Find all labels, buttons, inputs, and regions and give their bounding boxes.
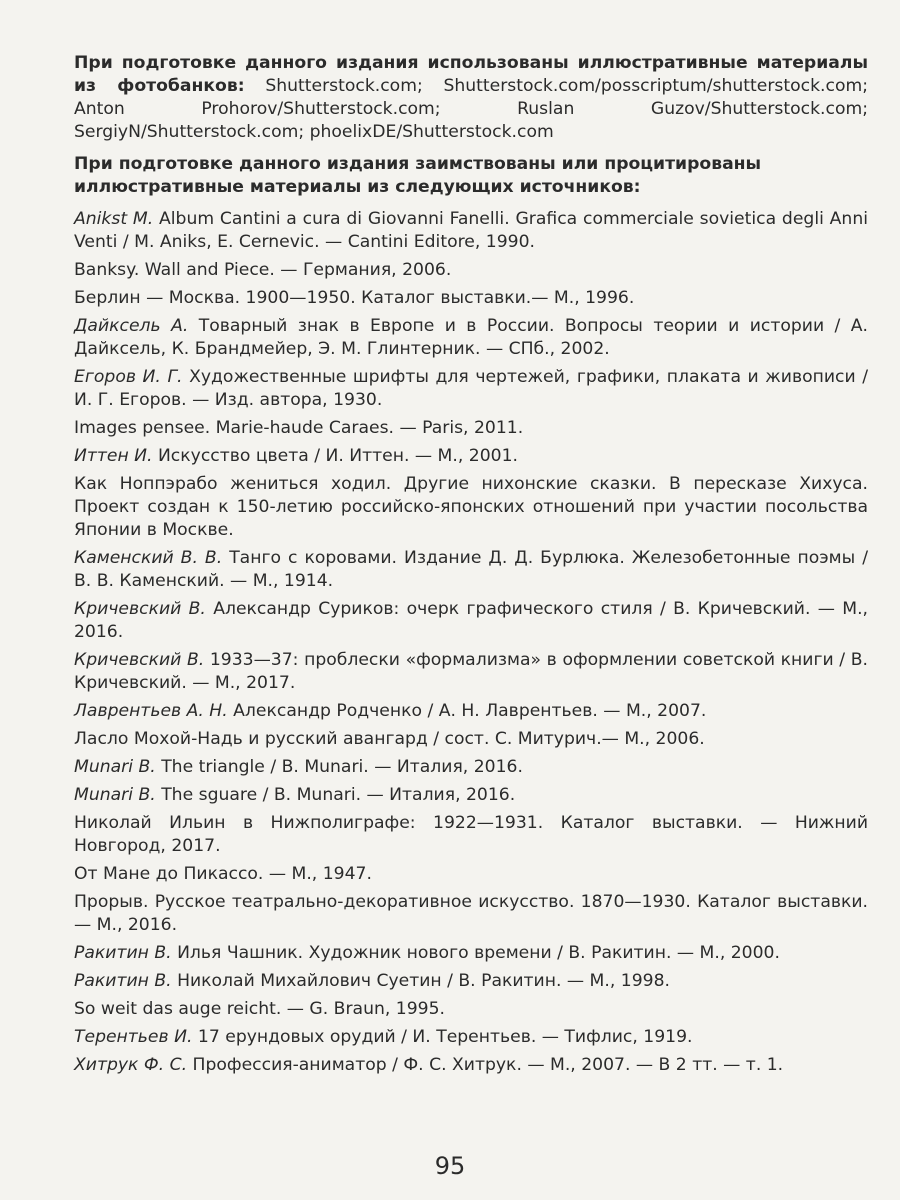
reference-author: Лаврентьев А. Н.	[74, 701, 228, 721]
reference-item	[74, 649, 868, 695]
reference-item	[74, 366, 868, 412]
reference-text: Товарный знак в Европе и в России. Вопросы теории и истории / А. Дайксель, К. Брандмейер, Э. М. Глинтерник. — СПб., 2002.	[74, 316, 868, 359]
reference-item	[74, 700, 868, 723]
reference-item	[74, 598, 868, 644]
reference-item	[74, 315, 868, 361]
reference-text: Ласло Мохой-Надь и русский авангард / сост. С. Митурич.— М., 2006.	[74, 729, 705, 749]
reference-text: Художественные шрифты для чертежей, графики, плаката и живописи / И. Г. Егоров. — Изд. автора, 1930.	[74, 367, 869, 410]
photobank-credits-list: Shutterstock.com; Shutterstock.com/posscriptum/shutterstock.com; Anton Prohorov/Shutterstock.com; Ruslan Guzov/Shutterstock.com; SergiyN/Shutterstock.com; phoelixDE/Shutterstock.com	[74, 76, 868, 142]
reference-text: От Мане до Пикассо. — М., 1947.	[74, 864, 372, 884]
reference-item	[74, 728, 868, 751]
reference-text: 1933—37: проблески «формализма» в оформлении советской книги / В. Кричевский. — М., 2017.	[74, 650, 869, 693]
reference-item	[74, 756, 868, 779]
reference-text: Александр Суриков: очерк графического стиля / В. Кричевский. — М., 2016.	[74, 599, 869, 642]
reference-author: Иттен И.	[74, 446, 153, 466]
reference-author: Терентьев И.	[74, 1027, 193, 1047]
reference-item	[74, 891, 868, 937]
reference-text: Профессия-аниматор / Ф. С. Хитрук. — М., 2007. — В 2 тт. — т. 1.	[192, 1055, 784, 1075]
reference-item	[74, 942, 868, 965]
reference-author: Кричевский В.	[74, 599, 206, 619]
reference-text: Искусство цвета / И. Иттен. — М., 2001.	[157, 446, 518, 466]
reference-text: Илья Чашник. Художник нового времени / В. Ракитин. — М., 2000.	[177, 943, 780, 963]
reference-list	[74, 208, 868, 1077]
reference-text: Александр Родченко / А. Н. Лаврентьев. — М., 2007.	[233, 701, 707, 721]
reference-text: So weit das auge reicht. — G. Braun, 1995.	[74, 999, 445, 1019]
reference-item	[74, 1026, 868, 1049]
page-number: 95	[434, 1152, 466, 1180]
reference-author: Ракитин В.	[74, 971, 172, 991]
sources-heading: При подготовке данного издания заимствованы или процитированы иллюстративные материалы из следующих источников:	[74, 154, 762, 197]
reference-text: Берлин — Москва. 1900—1950. Каталог выставки.— М., 1996.	[74, 288, 635, 308]
photobank-credits-lead: При подготовке данного издания использованы иллюстративные материалы из фотобанков:	[74, 53, 868, 96]
reference-author: Munari B.	[74, 757, 156, 777]
reference-text: Танго с коровами. Издание Д. Д. Бурлюка. Железобетонные поэмы / В. В. Каменский. — М., 1914.	[74, 548, 868, 591]
reference-author: Егоров И. Г.	[74, 367, 183, 387]
reference-text: Banksy. Wall and Piece. — Германия, 2006.	[74, 260, 452, 280]
reference-item	[74, 784, 868, 807]
reference-text: Album Cantini a cura di Giovanni Fanelli. Grafica commerciale sovietica degli Anni Venti / M. Aniks, E. Cernevic. — Cantini Editore, 1990.	[74, 209, 868, 252]
photobank-credits	[74, 52, 868, 144]
reference-item	[74, 812, 868, 858]
reference-item	[74, 208, 868, 254]
reference-author: Anikst M.	[74, 209, 154, 229]
reference-author: Дайксель А.	[74, 316, 189, 336]
reference-item	[74, 445, 868, 468]
reference-item	[74, 1054, 868, 1077]
reference-item	[74, 417, 868, 440]
reference-item	[74, 259, 868, 282]
reference-text: 17 ерундовых орудий / И. Терентьев. — Тифлис, 1919.	[197, 1027, 693, 1047]
reference-text: Николай Михайлович Суетин / В. Ракитин. — М., 1998.	[177, 971, 670, 991]
reference-item	[74, 473, 868, 542]
reference-item	[74, 970, 868, 993]
reference-text: Images pensee. Marie-haude Caraes. — Paris, 2011.	[74, 418, 524, 438]
reference-author: Munari B.	[74, 785, 156, 805]
reference-text: Прорыв. Русское театрально-декоративное искусство. 1870—1930. Каталог выставки. — М., 2016.	[74, 892, 868, 935]
reference-author: Хитрук Ф. С.	[74, 1055, 188, 1075]
reference-author: Ракитин В.	[74, 943, 172, 963]
reference-author: Каменский В. В.	[74, 548, 223, 568]
reference-item	[74, 547, 868, 593]
reference-text: Как Ноппэрабо жениться ходил. Другие нихонские сказки. В пересказе Хихуса. Проект создан к 150-летию российско-японских отношений при участии посольства Японии в Москве.	[74, 474, 868, 540]
reference-author: Кричевский В.	[74, 650, 205, 670]
reference-text: The sguare / B. Munari. — Италия, 2016.	[161, 785, 516, 805]
reference-item	[74, 863, 868, 886]
reference-text: Николай Ильин в Нижполиграфе: 1922—1931. Каталог выставки. — Нижний Новгород, 2017.	[74, 813, 868, 856]
reference-item	[74, 998, 868, 1021]
reference-item	[74, 287, 868, 310]
reference-text: The triangle / B. Munari. — Италия, 2016.	[161, 757, 523, 777]
